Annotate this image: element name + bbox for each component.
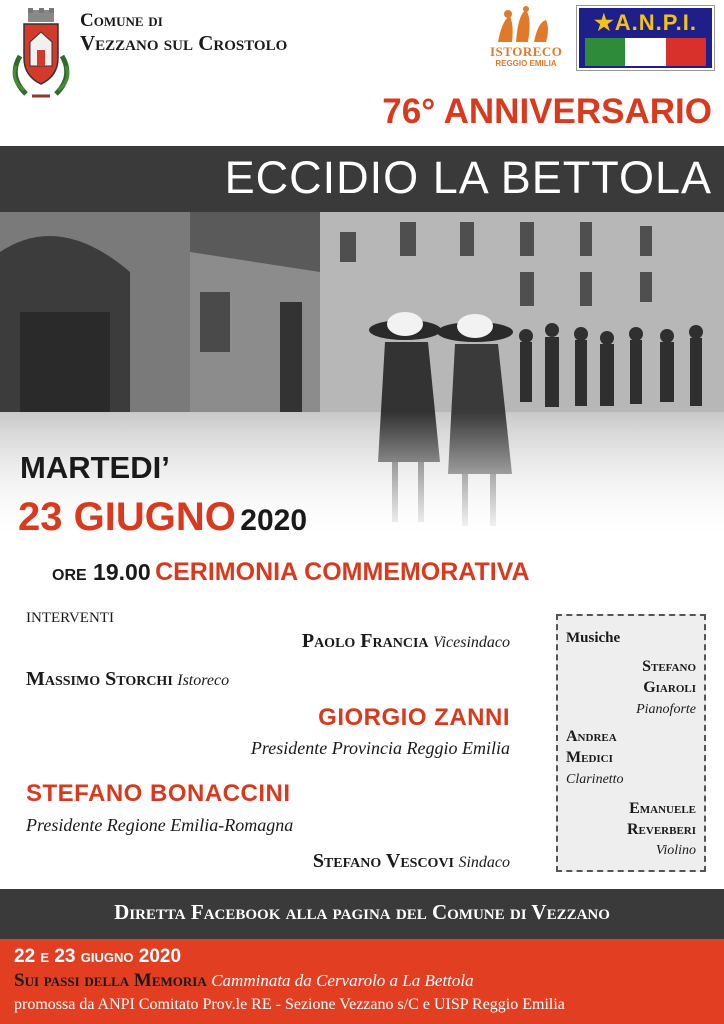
musiche-box [556,614,706,872]
performer-last-name: Reverberi [626,821,696,838]
istoreco-logo [488,6,564,72]
performer-2-instrument: Clarinetto [566,772,624,787]
speaker-role: Vicesindaco [432,634,510,651]
istoreco-name: ISTORECO [490,44,563,59]
anniversary-heading: 76° ANNIVERSARIO [382,92,712,131]
performer-1-instrument: Pianoforte [636,702,696,717]
footer-walk [14,970,474,992]
event-time: ore 19.00 [52,559,151,585]
musiche-heading: Musiche [566,630,621,646]
footer-promoters: promossa da ANPI Comitato Prov.le RE - Sezione Vezzano s/C e UISP Reggio Emilia [14,996,565,1013]
anpi-logo [577,6,714,70]
speaker-1 [302,630,510,653]
speaker-3-name: GIORGIO ZANNI [318,704,510,731]
event-day-month: 23 GIUGNO [18,495,236,539]
event-title: ECCIDIO LA BETTOLA [224,152,712,203]
istoreco-subtitle: REGGIO EMILIA [495,59,557,68]
comune-line-1: Comune di [80,10,163,31]
performer-2-name [566,726,617,768]
italian-flag-icon [585,38,706,66]
speaker-name: Paolo Francia [301,630,429,652]
walk-description: Camminata da Cervarolo a La Bettola [211,971,474,990]
event-weekday: MARTEDI’ [20,450,170,485]
performer-last-name: Medici [566,749,613,766]
speaker-2 [26,668,229,691]
performer-first-name: Emanuele [629,800,696,817]
footer-dates: 22 e 23 giugno 2020 [14,946,182,967]
facebook-band [0,889,724,939]
anpi-text: ★A.N.P.I. [594,10,697,35]
speaker-3-role: Presidente Provincia Reggio Emilia [250,738,510,758]
speaker-name: Massimo Storchi [26,668,173,690]
comune-name [80,10,287,54]
performer-first-name: Stefano [642,658,696,675]
facebook-live-text: Diretta Facebook alla pagina del Comune di Vezzano [114,900,610,924]
event-year: 2020 [240,504,308,537]
walk-title: Sui passi della Memoria [14,970,207,991]
speaker-role: Sindaco [458,854,510,871]
title-band [0,146,724,212]
comune-line-2: Vezzano sul Crostolo [80,31,288,55]
speaker-5 [313,850,510,873]
speaker-4-role: Presidente Regione Emilia-Romagna [26,815,294,835]
municipal-crest-logo [6,6,76,102]
speaker-name: Stefano Vescovi [312,850,454,872]
ceremony-title: CERIMONIA COMMEMORATIVA [155,558,530,586]
event-date [18,495,307,540]
performer-last-name: Giaroli [643,679,696,696]
speaker-role: Istoreco [177,672,230,689]
performer-3-instrument: Violino [655,843,696,858]
performer-first-name: Andrea [566,728,617,745]
performer-3-name [627,798,696,840]
interventi-heading: INTERVENTI [26,610,114,626]
performer-1-name [642,656,696,698]
ceremony-line [52,558,530,587]
speaker-4-name: STEFANO BONACCINI [26,780,291,807]
